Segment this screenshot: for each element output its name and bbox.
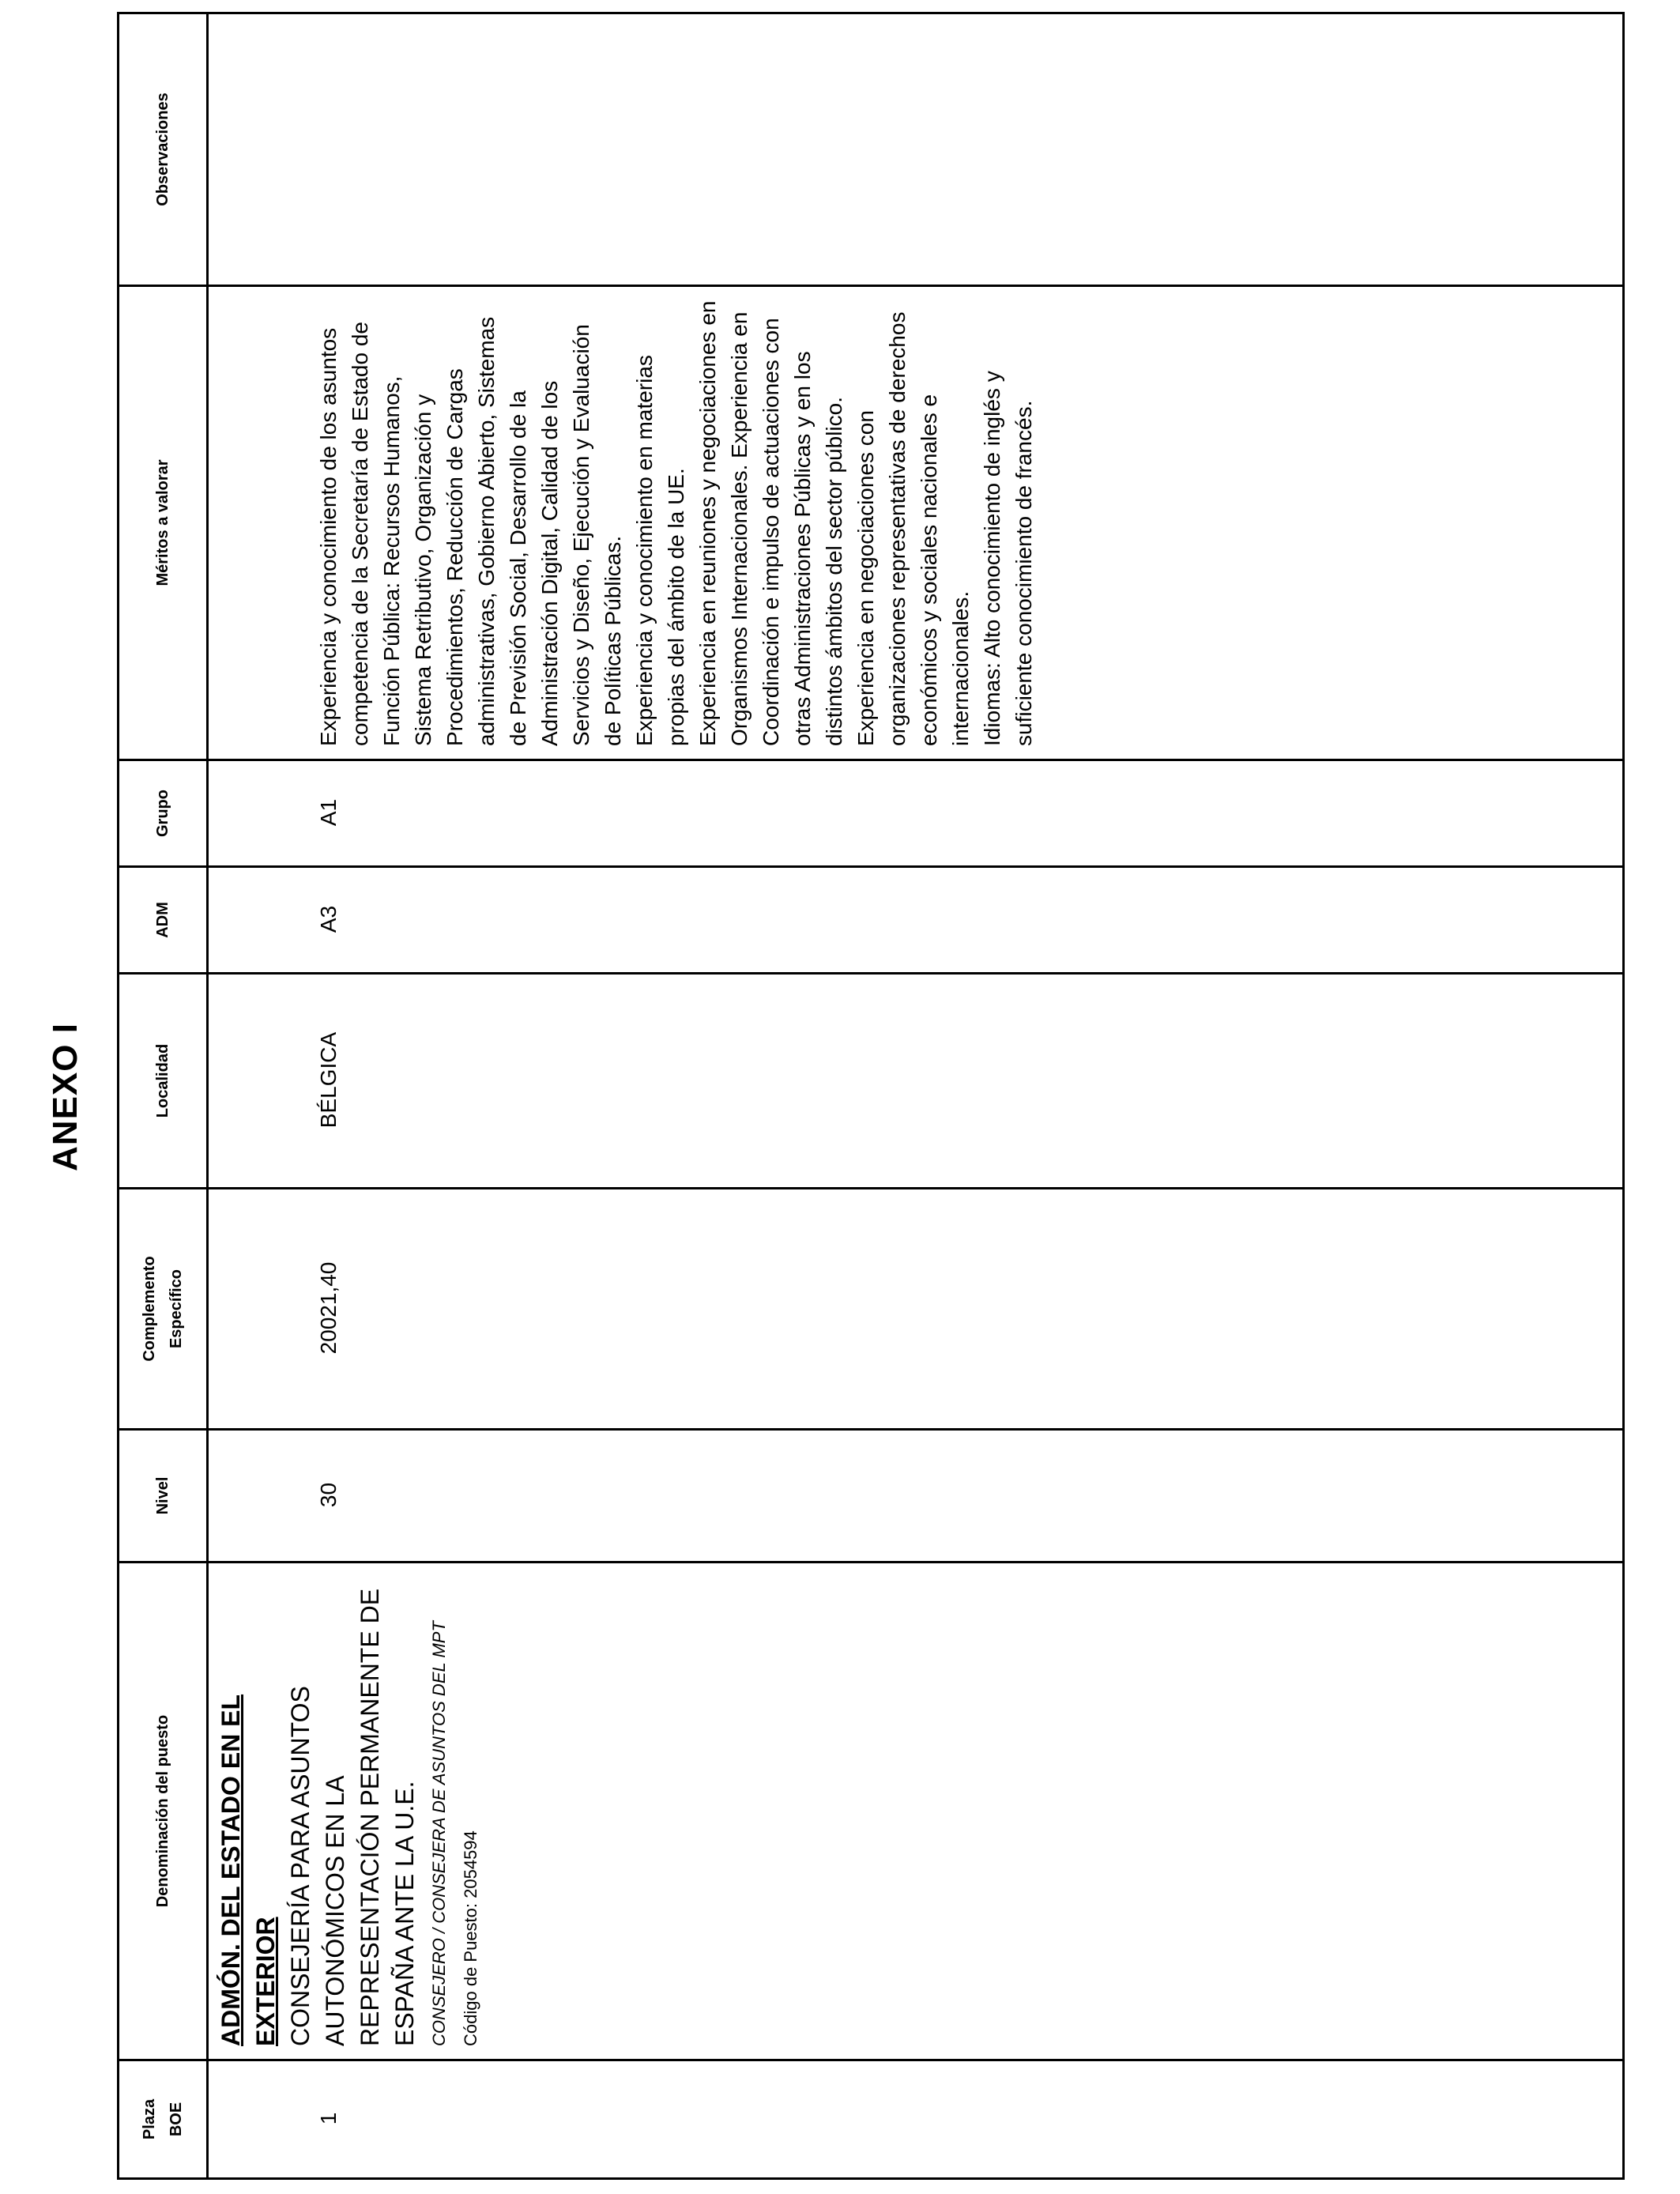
- header-grupo: Grupo: [119, 760, 208, 867]
- cell-meritos: [208, 286, 1624, 760]
- header-observaciones: Observaciones: [119, 13, 208, 286]
- header-denominacion: Denominación del puesto: [119, 1563, 208, 2060]
- cell-denominacion: [208, 1563, 1624, 2060]
- unit-name: ADMÓN. DEL ESTADO EN EL EXTERIOR: [217, 1694, 280, 2046]
- position-code: Código de Puesto: 2054594: [461, 1830, 480, 2046]
- table-row: [208, 13, 1624, 2179]
- header-adm: ADM: [119, 867, 208, 974]
- merito-item: Experiencia en reuniones y negociaciones en Organismos Internacionales. Experiencia en Coordinación e impulso de actuaciones con otras Administraciones Públicas y en los distintos ámbitos del sector público.: [695, 300, 846, 746]
- position-name: CONSEJERÍA PARA ASUNTOS AUTONÓMICOS EN LA REPRESENTACIÓN PERMANENTE DE ESPAÑA ANTE LA U.E.: [286, 1588, 419, 2046]
- header-meritos: Méritos a valorar: [119, 286, 208, 760]
- header-localidad: Localidad: [119, 974, 208, 1189]
- merito-item: Experiencia y conocimiento de los asuntos competencia de la Secretaría de Estado de Función Pública: Recursos Humanos, Sistema Retributivo, Organización y Procedimientos, Reducción de Cargas administrativas, Gobierno Abierto, Sistemas de Previsión Social, Desarrollo de la Administración Digital, Calidad de los Servicios y Diseño, Ejecución y Evaluación de Políticas Públicas.: [316, 316, 625, 746]
- header-row: [119, 13, 208, 2179]
- cell-complemento: 20021,40: [208, 1189, 1624, 1430]
- cell-grupo: A1: [208, 760, 1624, 867]
- merito-item: Experiencia en negociaciones con organizaciones representativas de derechos económicos y sociales nacionales e internacionales.: [853, 311, 973, 746]
- header-nivel: Nivel: [119, 1430, 208, 1563]
- cell-plaza: 1: [208, 2060, 1624, 2179]
- header-plaza: Plaza BOE: [119, 2060, 208, 2179]
- position-role: CONSEJERO / CONSEJERA DE ASUNTOS DEL MPT: [429, 1621, 449, 2046]
- merito-item: Experiencia y conocimiento en materias propias del ámbito de la UE.: [632, 355, 688, 746]
- merito-item: Idiomas: Alto conocimiento de inglés y suficiente conocimiento de francés.: [980, 371, 1036, 746]
- cell-observaciones: [208, 13, 1624, 286]
- header-complemento: Complemento Específico: [119, 1189, 208, 1430]
- page-title: ANEXO I: [46, 1023, 85, 1171]
- cell-localidad: BÉLGICA: [208, 974, 1624, 1189]
- cell-adm: A3: [208, 867, 1624, 974]
- cell-nivel: 30: [208, 1430, 1624, 1563]
- anexo-table: [117, 12, 1625, 2180]
